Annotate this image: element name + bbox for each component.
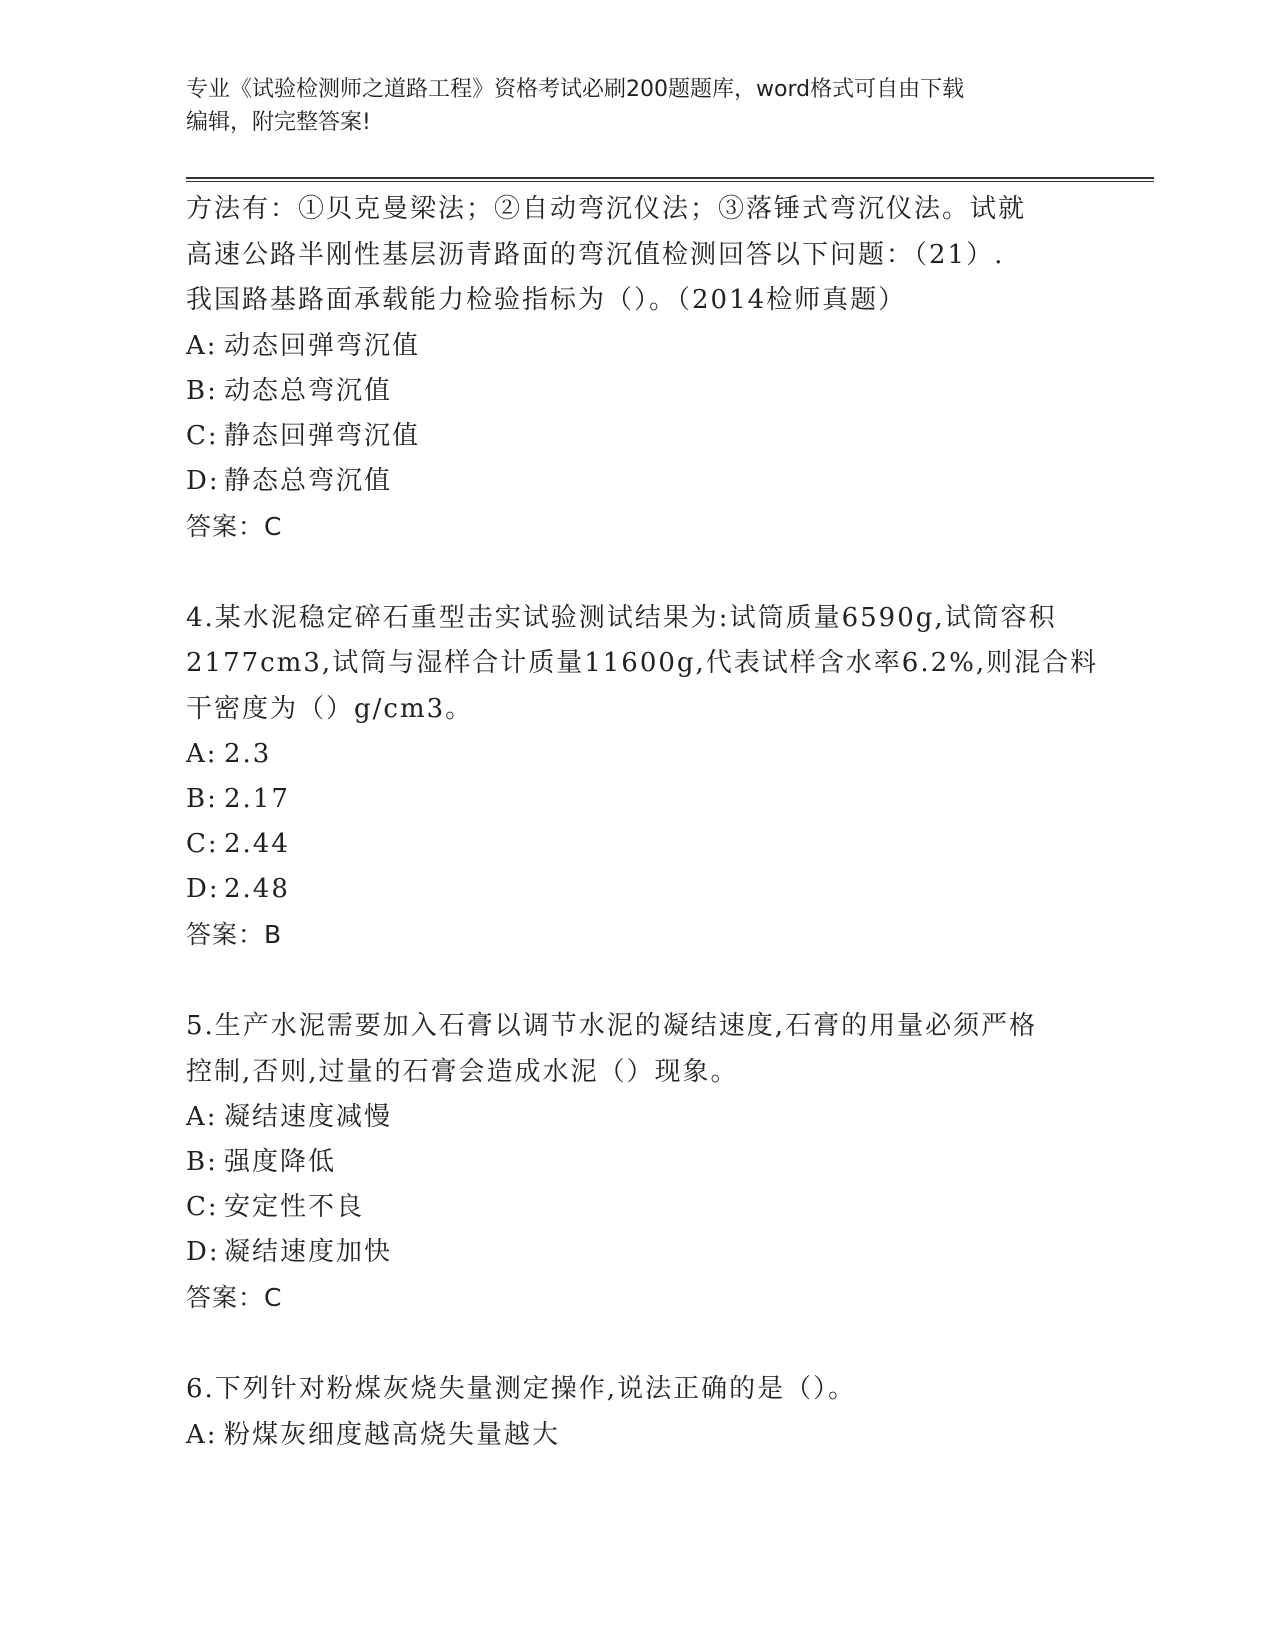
option-label: C: [186, 829, 219, 859]
option-label: D: [186, 465, 220, 496]
answer-line: 答案：B [186, 920, 283, 949]
question-stem [186, 1367, 1086, 1413]
answer-line: 答案：C [186, 511, 283, 541]
option-label: A: [186, 1102, 218, 1132]
option-a [186, 324, 1086, 369]
option-label: B: [186, 1147, 218, 1177]
option-label: D: [186, 1237, 220, 1267]
option-c [186, 414, 1086, 459]
option-text: 静态总弯沉值 [224, 465, 393, 496]
question-block [186, 187, 1086, 549]
question-block [186, 1004, 1086, 1320]
header-divider [186, 177, 1154, 182]
option-b [186, 369, 1086, 414]
stem-line: 我国路基路面承载能力检验指标为（）。（2014检师真题） [186, 285, 907, 315]
option-b [186, 777, 1086, 822]
stem-line: 2177cm3,试筒与湿样合计质量11600g,代表试样含水率6.2%,则混合料 [186, 648, 1099, 678]
question-stem [186, 596, 1099, 733]
stem-line: 5.生产水泥需要加入石膏以调节水泥的凝结速度,石膏的用量必须严格 [186, 1011, 1038, 1041]
option-label: D: [186, 874, 220, 904]
stem-line: 高速公路半刚性基层沥青路面的弯沉值检测回答以下问题：（21）. [186, 239, 1005, 270]
option-label: B: [186, 375, 218, 406]
option-a [186, 1095, 1086, 1140]
question-list [186, 187, 1099, 1458]
option-label: C: [186, 1192, 219, 1222]
answer-line: 答案：C [186, 1283, 283, 1312]
option-text: 2.3 [224, 739, 272, 769]
option-label: A: [186, 1419, 218, 1450]
option-text: 2.44 [224, 829, 290, 859]
option-a [186, 732, 1086, 777]
header-title-line-1: 专业《试验检测师之道路工程》资格考试必刷200题题库，word格式可自由下载 [186, 77, 965, 102]
option-b [186, 1140, 1086, 1185]
stem-line: 干密度为（）g/cm3。 [186, 693, 474, 724]
question-stem [186, 1004, 1086, 1095]
option-text: 凝结速度加快 [224, 1237, 393, 1267]
option-text: 动态总弯沉值 [224, 375, 393, 406]
option-d [186, 1230, 1086, 1275]
question-stem [186, 187, 1086, 324]
stem-line: 控制,否则,过量的石膏会造成水泥（）现象。 [186, 1056, 739, 1087]
question-spacer [186, 1320, 1086, 1367]
stem-line: 6.下列针对粉煤灰烧失量测定操作,说法正确的是（）。 [186, 1374, 857, 1404]
option-text: 静态回弹弯沉值 [224, 420, 421, 451]
option-text: 2.17 [224, 784, 290, 814]
option-a [186, 1413, 1086, 1458]
option-label: B: [186, 784, 218, 814]
option-c [186, 1185, 1086, 1230]
option-text: 动态回弹弯沉值 [224, 330, 421, 361]
stem-line: 方法有：①贝克曼梁法；②自动弯沉仪法；③落锤式弯沉仪法。试就 [186, 194, 1027, 224]
option-text: 安定性不良 [224, 1192, 365, 1222]
option-c [186, 822, 1086, 867]
question-spacer [186, 549, 1086, 596]
option-text: 凝结速度减慢 [224, 1102, 393, 1132]
option-text: 粉煤灰细度越高烧失量越大 [224, 1419, 561, 1450]
stem-line: 4.某水泥稳定碎石重型击实试验测试结果为:试筒质量6590g,试筒容积 [186, 602, 1057, 633]
option-label: A: [186, 330, 218, 361]
option-text: 强度降低 [224, 1147, 337, 1177]
question-spacer [186, 957, 1086, 1004]
page-header [186, 73, 1076, 139]
header-title-line-2: 编辑，附完整答案! [186, 110, 371, 135]
question-block [186, 1367, 1086, 1458]
option-label: C: [186, 420, 219, 451]
option-d [186, 867, 1086, 912]
option-label: A: [186, 739, 218, 769]
question-block [186, 596, 1099, 958]
option-text: 2.48 [224, 874, 290, 904]
option-d [186, 459, 1086, 504]
